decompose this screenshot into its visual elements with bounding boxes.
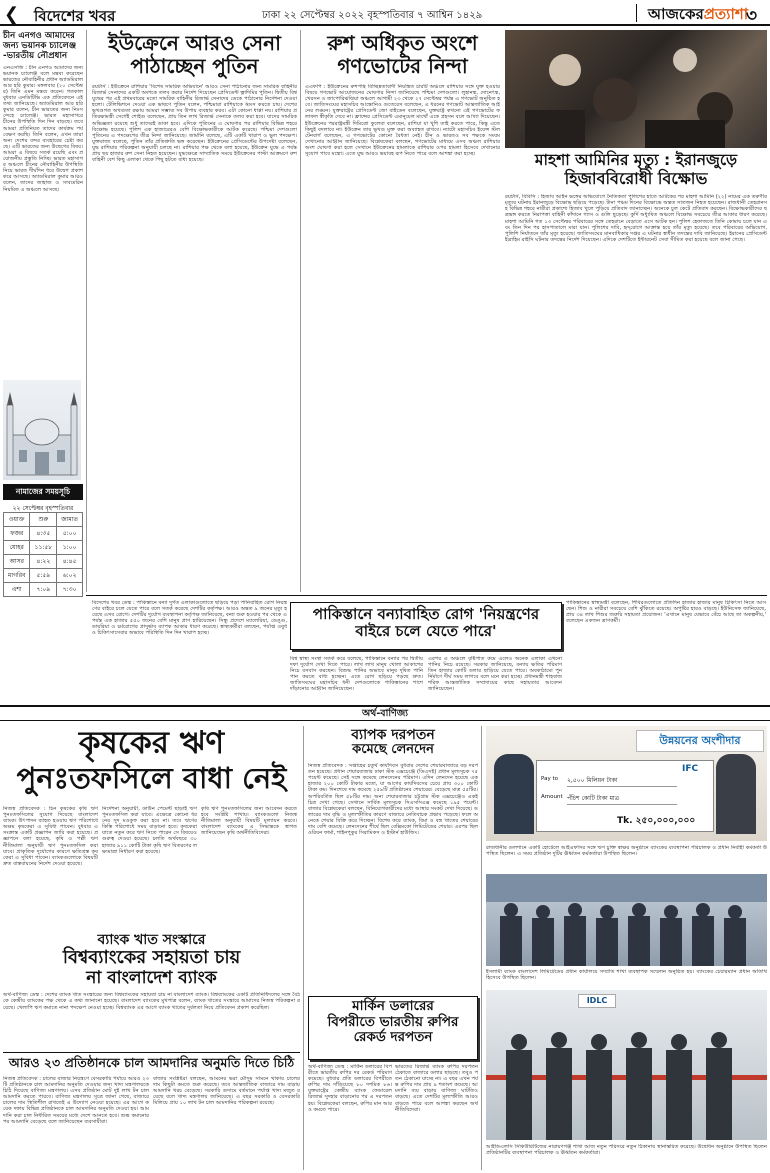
header-divider xyxy=(636,4,637,22)
column-rule xyxy=(481,726,482,1170)
prayer-cell: ১১:৫৮ xyxy=(30,541,57,555)
group-people-image xyxy=(486,874,767,966)
prayer-cell: শুরু xyxy=(30,513,57,527)
pakistan-headline-box xyxy=(290,602,562,650)
page-header xyxy=(0,0,770,26)
cheque-brand: IFC xyxy=(682,764,699,774)
prayer-cell: ৪:২২ xyxy=(30,555,57,569)
rupee-body-col2: ভারতের রিজার্ভ ব্যাংক রুপির দরপতন ঠেকাতে বাজারে ডলার ছাড়ছে। তবুও পতন ঠেকানো যাচ্ছে না। এ বছর এখন পর্যন্ত রুপির দাম প্রায় ৯ শতাংশ কমেছে। আমদানি ব্যয় বাড়ায় বাণিজ্য ঘাটতিও বাড়ছে। এতে দেশটির মূল্যস্ফীতি আরও বাড়তে পারে বলে আশঙ্কা করছেন অর্থনীতিবিদেরা। xyxy=(395,1064,478,1113)
transactions-body: নিজস্ব প্রতিবেদক : সপ্তাহের চতুর্থ কার্যদিবস বুধবার দেশের শেয়ারবাজারে বড় দরপতন হয়েছে। প্রধান শেয়ারবাজার ঢাকা স্টক এক্সচেঞ্জে (ডিএসই) প্রধান মূল্যসূচক ৭৫ পয়েন্ট কমেছে। সেই সঙ্গে কমেছে লেনদেনের পরিমাণ। এদিন লেনদেন হয়েছে এক হাজার ২০০ কোটি টাকার মতো, যা আগের কার্যদিবসের চেয়ে প্রায় ৩০০ কোটি টাকা কম। দিনশেষে দাম কমেছে ২৫৯টি প্রতিষ্ঠানের শেয়ারের। বেড়েছে মাত্র ৫৫টির। অপরিবর্তিত ছিল ৫৮টির দাম। অন্য শেয়ারবাজার চট্টগ্রাম স্টক এক্সচেঞ্জেও একই চিত্র দেখা গেছে। সেখানে সার্বিক মূল্যসূচক সিএসসিএক্স কমেছে ১৯৫ পয়েন্ট। বাজার বিশ্লেষকেরা বলছেন, বিনিয়োগকারীদের মধ্যে আস্থার সংকট দেখা দিয়েছে। ডলারের দাম বৃদ্ধি ও মূল্যস্ফীতির কারণে বাজারে নেতিবাচক প্রভাব পড়েছে। ফলে অনেকে শেয়ার বিক্রি করে দিচ্ছেন। বিশেষ করে ব্যাংক, বিমা ও বস্ত্র খাতের শেয়ারের দাম বেশি কমেছে। লেনদেনের শীর্ষে ছিল বেক্সিমকো লিমিটেডের শেয়ার। এরপর ছিল ওরিয়ন ফার্মা, শাইনপুকুর সিরামিকস ও ইস্টার্ন হাউজিং। xyxy=(308,763,478,837)
person-figure xyxy=(494,754,534,834)
person-figure xyxy=(716,754,756,834)
left-story-body: এনএসজি : চীন এনগও আমাদের জন্য ভয়ানক চ্যালেঞ্জ বলে মন্তব্য করেছেন ভারতের নৌবাহিনীর প্রধান অ্যাডমিরাল আর হরি কুমার। মঙ্গলবার (২০ সেপ্টেম্বর) তিনি এমন মন্তব্য করেন। গতকাল বুধবার এনডিটিভি এক প্রতিবেদনে এই তথ্য জানিয়েছে। অ্যাডমিরাল আর হরি কুমার বলেন, চীন ভারতের জন্য নিঃসন্দেহে চ্যালেঞ্জ। ভারত মহাসাগরে চীনের উপস্থিতি দিন দিন বাড়ছে। তবে আমরা প্রতিনিয়ত তাদের কার্যক্রম পর্যবেক্ষণ করছি। তিনি বলেন, এখন তারা অন্য দেশের বন্দর ব্যবহারের চেষ্টা করছে। এটি ভারতের জন্য উদ্বেগের বিষয়। আমরা এ বিষয়ে সতর্ক রয়েছি এবং প্রয়োজনীয় প্রস্তুতি নিচ্ছি। ভারত মহাসাগর অঞ্চলে চীনের নৌবাহিনীর উপস্থিতি নিয়ে ভারত দীর্ঘদিন ধরে উদ্বেগ প্রকাশ করে আসছে। অ্যাডমিরাল কুমার আরও বলেন, তাদের জাহাজ ও সাবমেরিন নিয়মিত এ অঞ্চলে আসছে। xyxy=(3,64,83,193)
prayer-times-table xyxy=(3,512,83,597)
cheque-payto-label: Pay to xyxy=(541,776,558,782)
pakistan-body-left: বিদেশের খবর ডেস্ক : পাকিস্তানে বন্যা দুর্গত এলাকাগুলোতে ছড়িয়ে পড়া পানিবাহিত রোগ নিয়ন্ত্রণের বাইরে চলে যেতে পারে বলে সতর্ক করেছে দেশটির কর্তৃপক্ষ। আরও অন্তত ৯ জনের মৃত্যু হয়েছে এসব রোগে। দেশটির দুর্যোগ ব্যবস্থাপনা কর্তৃপক্ষ জানিয়েছে, বন্যা শুরু হওয়ার পর থেকে এ পর্যন্ত এক হাজার ৫৫০ জনের বেশি মানুষ প্রাণ হারিয়েছেন। সিন্ধু প্রদেশে ম্যালেরিয়া, ডেঙ্গু, ডায়রিয়া ও চর্মরোগের প্রাদুর্ভাব ব্যাপক আকার ধারণ করেছে। স্বাস্থ্যকর্মীরা বলছেন, পর্যাপ্ত ওষুধ ও চিকিৎসাসেবার অভাবে পরিস্থিতি দিন দিন খারাপ হচ্ছে। xyxy=(92,600,287,637)
putin-body: রয়টার্স : ইউক্রেনে রাশিয়ার 'বিশেষ সামরিক অভিযানে' আরও সেনা পাঠানোর জন্য সামরিক বাহিনীর রিজার্ভ সেনাদের একটি অংশকে তলব করার নির্দেশ দিয়েছেন প্রেসিডেন্ট ভ্লাদিমির পুতিন। দ্বিতীয় বিশ্বযুদ্ধের পর এই প্রথমবারের মতো সামরিক বাহিনীর রিজার্ভ সেনাদের ডেকে পাঠানোর নির্দেশনা দেওয়া হলো। টেলিভিশনে দেওয়া এক ভাষণে পুতিন বলেন, পশ্চিমারা রাশিয়াকে ধ্বংস করতে চায়। দেশের ভূখণ্ডগত অখণ্ডতা রক্ষায় আমরা সম্ভাব্য সব উপায় ব্যবহার করব। এটা কোনো ধাপ্পা নয়। রাশিয়ার প্রতিরক্ষামন্ত্রী সের্গেই শোইগু বলেছেন, প্রায় তিন লাখ রিজার্ভ সেনাকে তলব করা হবে। যাদের সামরিক অভিজ্ঞতা রয়েছে শুধু তাদেরই ডাকা হবে। এদিকে পুতিনের এ ঘোষণার পর রাশিয়ার বিভিন্ন শহরে বিক্ষোভ হয়েছে। পুলিশ এক হাজারেরও বেশি বিক্ষোভকারীকে আটক করেছে। পশ্চিমা দেশগুলো পুতিনের এ পদক্ষেপের তীব্র নিন্দা জানিয়েছে। জার্মানি বলেছে, এটি একটি খারাপ ও ভুল পদক্ষেপ। যুক্তরাজ্য বলেছে, পুতিন তাঁর প্রতিশ্রুতি ভঙ্গ করেছেন। ইউক্রেনের প্রেসিডেন্টের উপদেষ্টা বলেছেন, যুদ্ধ রাশিয়ার পরিকল্পনা অনুযায়ী চলছে না। রাশিয়ার পক্ষ থেকে বলা হয়েছে, ইউক্রেন যুদ্ধে এ পর্যন্ত প্রায় ছয় হাজার রুশ সেনা নিহত হয়েছেন। যুদ্ধক্ষেত্রে সাম্প্রতিক সময়ে ইউক্রেনের পাল্টা আক্রমণে রুশ বাহিনী বেশ কিছু এলাকা থেকে পিছু হটতে বাধ্য হয়েছে। xyxy=(92,84,297,164)
ifc-photo xyxy=(486,726,767,841)
prayer-cell: ১:০০ xyxy=(57,541,83,555)
iran-headline-line1: মাহশা আমিনির মৃত্যু : ইরানজুড়ে xyxy=(534,151,738,169)
mosque-icon xyxy=(3,380,81,480)
prayer-times-title: নামাজের সময়সূচি xyxy=(3,484,83,500)
cheque-amount-figure: Tk. ২৫০,০০০,০০০ xyxy=(617,816,696,826)
rice-body-col2: বাজার সংশ্লিষ্টরা বলছেন, আমনের ভরা মৌসুম সামনে থাকায় চালের দাম কিছুটা কমতে শুরু করেছে। তবে আন্তর্জাতিক বাজারে দাম বাড়ায় আমদানি খরচ বেড়েছে। সরকারি গুদামে বর্তমানে পর্যাপ্ত খাদ্য মজুত রয়েছে বলে খাদ্য মন্ত্রণালয় জানিয়েছে। এ বছর সরকারি ও বেসরকারি মিলিয়ে প্রায় ১০ লাখ টন চাল আমদানির পরিকল্পনা রয়েছে। xyxy=(153,1076,300,1107)
prayer-row xyxy=(4,583,83,597)
prayer-cell: যোহর xyxy=(4,541,30,555)
pakistan-headline-line1: পাকিস্তানে বন্যাবাহিত রোগ 'নিয়ন্ত্রণের xyxy=(312,605,540,623)
loan-body-col2: নির্দেশনা অনুযায়ী, ডাউন পেমেন্ট ছাড়াই ঋণ পুনঃতফসিল করা যাবে। এক্ষেত্রে কোনো ধরনের সুদ মওকুফ করা হবে না। তবে ঋণের কিস্তি পরিশোধে সময় বাড়ানো হবে। কৃষকেরা যাতে নতুন করে ঋণ নিতে পারেন সে বিষয়েও গুরুত্ব দেওয়া হয়েছে। চলতি অর্থবছরে ৩০ হাজার ৯১১ কোটি টাকা কৃষি ঋণ বিতরণের লক্ষ্যমাত্রা নির্ধারণ করা হয়েছে। xyxy=(102,806,197,855)
idlc-logo: IDLC xyxy=(578,994,616,1008)
iran-headline-line2: হিজাববিরোধী বিক্ষোভ xyxy=(564,168,708,188)
prayer-cell: ৪:৪৫ xyxy=(57,555,83,569)
prayer-cell: আসর xyxy=(4,555,30,569)
mosque-illustration xyxy=(3,380,81,480)
development-partner-banner: উন্নয়নের অংশীদার xyxy=(636,730,764,752)
rupee-body-col1: অর্থ-বাণিজ্য ডেস্ক : মার্কিন ডলারের বিপরীতে ভারতীয় রুপির দর রেকর্ড পরিমাণ কমেছে। বুধবার প্রতি ডলারের বিপরীতে রুপির দাম দাঁড়িয়েছে ৮০ দশমিক ৮৬। যুক্তরাষ্ট্রের কেন্দ্রীয় ব্যাংক ফেডারেল রিজার্ভ সুদহার বাড়ানোর পর এ দরপতন হয়। বিশ্লেষকেরা বলছেন, রুপির মান আরও কমতে পারে। xyxy=(308,1064,392,1113)
worldbank-headline-line1: ব্যাংক খাত সংস্কারে xyxy=(97,932,206,948)
rice-headline: আরও ২৩ প্রতিষ্ঠানকে চাল আমদানির অনুমতি দিতে চিঠি xyxy=(8,1055,295,1070)
referendum-headline-line1: রুশ অধিকৃত অংশে xyxy=(327,31,478,55)
page-number: ৩ xyxy=(746,6,758,26)
ifc-caption: রাজধানীর গুলশানে একটি হোটেলে আইএফসির সঙ্গে ঋণ চুক্তি স্বাক্ষর অনুষ্ঠানে ব্যাংকের ব্যবস্থাপনা পরিচালক ও প্রধান নির্বাহী কর্মকর্তা উপস্থিত ছিলেন। এ সময় প্রতিষ্ঠান দুটির ঊর্ধ্বতন কর্মকর্তারা উপস্থিত ছিলেন। xyxy=(486,845,767,858)
column-rule xyxy=(303,726,304,1170)
rupee-headline-box xyxy=(308,996,478,1060)
section-title: বিদেশের খবর xyxy=(34,7,116,25)
cheque-amount-words: পঁচিশ কোটি টাকা মাত্র xyxy=(567,793,677,805)
rupee-headline-line2: বিপরীতে ভারতীয় রুপির xyxy=(327,1013,459,1030)
cheque-payee-value: ২,৫০০ মিলিয়ন টাকা xyxy=(567,775,677,787)
worldbank-headline-line2: বিশ্বব্যাংকের সহায়তা চায় xyxy=(62,947,241,969)
prayer-date: ২২ সেপ্টেম্বর বৃহস্পতিবার xyxy=(12,505,74,512)
group-photo xyxy=(486,874,767,966)
left-story-headline: চীন এনগও আমাদের জন্য ভয়ানক চ্যালেঞ্জ -ভারতীয় নৌপ্রধান xyxy=(3,31,77,61)
pakistan-headline-line2: বাইরে চলে যেতে পারে' xyxy=(355,622,497,641)
pakistan-body-mid: বিশ্ব স্বাস্থ্য সংস্থা সতর্ক করে বলেছে, পাকিস্তানে বন্যার পর দ্বিতীয় দফা দুর্যোগ দেখা দিতে পারে। লাখ লাখ মানুষ খোলা আকাশের নিচে বসবাস করছেন। বিশুদ্ধ পানির অভাবে মানুষ দূষিত পানি পান করতে বাধ্য হচ্ছেন। এতে রোগ ছড়িয়ে পড়ছে দ্রুত। জাতিসংঘের মহাসচিব ধনী দেশগুলোকে পাকিস্তানের পাশে দাঁড়ানোর আহ্বান জানিয়েছেন। xyxy=(290,656,423,693)
ifc-cheque xyxy=(536,760,714,832)
left-column xyxy=(3,32,83,333)
loan-story xyxy=(3,726,300,795)
idlc-caption: আইডিএলসি সিকিউরিটিজের নারায়ণগঞ্জ শাখা আজ নতুন পরিসরে নতুন ঠিকানায় স্থানান্তরিত করেছে। উদ্বোধন অনুষ্ঠানে উপস্থিত ছিলেন প্রতিষ্ঠানটির ব্যবস্থাপনা পরিচালক ও ঊর্ধ্বতন কর্মকর্তারা। xyxy=(486,1144,767,1157)
column-rule xyxy=(86,30,87,592)
worldbank-headline-line3: না বাংলাদেশ ব্যাংক xyxy=(86,967,217,988)
putin-story xyxy=(92,32,297,612)
loan-headline-line1: কৃষকের ঋণ xyxy=(78,725,225,761)
putin-headline-line2: পাঠাচ্ছেন পুতিন xyxy=(130,54,259,78)
iran-protest-photo xyxy=(505,30,767,148)
economy-section-bar xyxy=(0,705,770,721)
rice-story xyxy=(3,1056,300,1070)
worldbank-body: অর্থ-বাণিজ্য ডেস্ক : দেশের ব্যাংক খাত সংস্কারের জন্য বিশ্বব্যাংকের সহায়তা চায় না বাংলাদেশ ব্যাংক। বিশ্বব্যাংকের একটি প্রতিনিধিদলের সঙ্গে বৈঠকে কেন্দ্রীয় ব্যাংকের পক্ষ থেকে এ কথা জানানো হয়েছে। বাংলাদেশ ব্যাংকের মুখপাত্র বলেন, ব্যাংক খাতের সংস্কারে আমাদের নিজস্ব পরিকল্পনা রয়েছে। খেলাপি ঋণ কমাতে নানা পদক্ষেপ নেওয়া হচ্ছে। বিশ্বব্যাংক এর আগে ব্যাংক খাতের দুর্বলতা নিয়ে প্রতিবেদন প্রকাশ করেছিল। xyxy=(3,992,300,1011)
economy-section-title: অর্থ-বাণিজ্য xyxy=(361,708,409,719)
cheque-amount-label: Amount xyxy=(541,794,563,800)
worldbank-story xyxy=(3,932,300,1040)
prayer-row xyxy=(4,513,83,527)
rice-body-col1: নিজস্ব প্রতিবেদক : চালের বাজার নিয়ন্ত্রণে বেসরকারি পর্যায়ে আরও ২৩টি প্রতিষ্ঠানকে চাল আমদানির অনুমতি দেওয়ার জন্য খাদ্য মন্ত্রণালয়কে চিঠি দিয়েছে বাণিজ্য মন্ত্রণালয়। এসব প্রতিষ্ঠান মোট দুই লাখ টন চাল আমদানি করতে পারবে। বাণিজ্য মন্ত্রণালয় সূত্রে জানা গেছে, বাজারে চালের দাম স্থিতিশীল রাখতেই এ উদ্যোগ নেওয়া হয়েছে। এর আগে কয়েক দফায় বিভিন্ন প্রতিষ্ঠানকে চাল আমদানির অনুমতি দেওয়া হয়। আমদানি করা চাল নির্ধারিত সময়ের মধ্যে দেশে আনতে হবে। শুল্ক কমানোর পর আমদানি বেড়েছে বলে জানিয়েছেন ব্যবসায়ীরা। xyxy=(3,1076,149,1125)
prayer-row xyxy=(4,541,83,555)
section-rule xyxy=(86,595,767,596)
prayer-cell: ৬:০২ xyxy=(57,569,83,583)
pakistan-body-right: পাকিস্তানের স্বাস্থ্যমন্ত্রী বলেছেন, শিবিরগুলোতে প্রতিদিন হাজার হাজার মানুষ চিকিৎসা নিতে আসছেন। শিশু ও নারীরা সবচেয়ে বেশি ঝুঁকিতে রয়েছে। অপুষ্টির হারও বাড়ছে। ইউনিসেফ জানিয়েছে, প্রায় ৩৪ লাখ শিশুর জরুরি সহায়তা প্রয়োজন। 'এখানে মানুষ যেভাবে বেঁচে আছে তা অকল্পনীয়,' বলেছেন একজন ত্রাণকর্মী। xyxy=(566,600,766,625)
masthead xyxy=(648,3,748,28)
dateline: ঢাকা ২২ সেপ্টেম্বর ২০২২ বৃহস্পতিবার ৭ আশ্বিন ১৪২৯ xyxy=(262,10,483,21)
prayer-cell: ৫:০০ xyxy=(57,527,83,541)
rupee-headline-line3: রেকর্ড দরপতন xyxy=(353,1029,433,1046)
section-rule xyxy=(3,1052,300,1053)
referendum-story xyxy=(305,32,500,612)
prayer-row xyxy=(4,527,83,541)
transactions-headline-line2: কমেছে লেনদেন xyxy=(352,742,434,758)
rupee-headline-line1: মার্কিন ডলারের xyxy=(352,998,434,1014)
prayer-cell: ফজর xyxy=(4,527,30,541)
iran-story xyxy=(505,152,767,564)
pakistan-body-mid2: এরপর এ অঞ্চলে বৃষ্টিপাত কমে এলেও অনেক এলাকা এখনো পানির নিচে রয়েছে। সরকার জানিয়েছে, বন্যায় ক্ষতির পরিমাণ তিন হাজার কোটি ডলার ছাড়িয়ে যেতে পারে। অবকাঠামো পুনর্নির্মাণে দীর্ঘ সময় লাগবে বলে মনে করা হচ্ছে। প্রধানমন্ত্রী শাহবাজ শরিফ আন্তর্জাতিক সম্প্রদায়ের কাছে সহায়তার আবেদন জানিয়েছেন। xyxy=(428,656,562,693)
prayer-cell: ৭:০৯ xyxy=(30,583,57,597)
transactions-story xyxy=(308,727,478,978)
referendum-headline-line2: গণভোটের নিন্দা xyxy=(337,54,468,78)
prayer-cell: ৭:৩০ xyxy=(57,583,83,597)
putin-headline-line1: ইউক্রেনে আরও সেনা xyxy=(108,31,281,55)
idlc-photo xyxy=(486,990,767,1140)
prayer-row xyxy=(4,555,83,569)
loan-body-col3: কৃষি ঋণ পুনঃতফসিলের জন্য আবেদন করতে হবে সংশ্লিষ্ট শাখায়। ব্যাংকগুলো নিজস্ব নীতিমালা অনুযায়ী বিষয়টি মূল্যায়ন করবে। বাংলাদেশ ব্যাংকের এ সিদ্ধান্তকে স্বাগত জানিয়েছেন কৃষি অর্থনীতিবিদেরা। xyxy=(201,806,297,837)
protest-crowd-image xyxy=(505,30,767,148)
prayer-cell: ওয়াক্ত xyxy=(4,513,30,527)
masthead-part2: প্রত্যাশা xyxy=(703,5,749,23)
transactions-headline-line1: ব্যাপক দরপতন xyxy=(351,727,435,743)
ribbon-cutting-image xyxy=(486,990,767,1140)
prayer-cell: ৫:৫৯ xyxy=(30,569,57,583)
referendum-body: এএফপি : ইউক্রেনের রুশপন্থি বিচ্ছিন্নতাবাদী নিয়ন্ত্রিত চারটি অঞ্চলে রাশিয়ার সঙ্গে যুক্ত হওয়ার বিষয়ে গণভোট আয়োজনের ঘোষণার নিন্দা জানিয়েছে পশ্চিমা দেশগুলো। লুহানস্ক, দোনেৎস্ক, খেরসন ও জাপোরিঝঝিয়া অঞ্চলে আগামী ২৩ থেকে ২৭ সেপ্টেম্বর পর্যন্ত এ গণভোট অনুষ্ঠিত হবে। জাতিসংঘের মহাসচিব আন্তোনিও গুতেরেস বলেছেন, এ ধরনের গণভোট আন্তর্জাতিক আইনের লঙ্ঘন। যুক্তরাষ্ট্রের প্রেসিডেন্ট জো বাইডেন বলেছেন, যুক্তরাষ্ট্র কখনো এই গণভোটের ফলাফল স্বীকৃতি দেবে না। ফ্রান্সের প্রেসিডেন্ট এমানুয়েল মাখোঁ একে প্রহসন বলে আখ্যা দিয়েছেন। ইউক্রেনের পররাষ্ট্রমন্ত্রী দিমিত্রো কুলেবা বলেছেন, রাশিয়া যা খুশি তাই করতে পারে, কিন্তু এতে কিছুই বদলাবে না। ইউক্রেন তার ভূখণ্ড মুক্ত করা অব্যাহত রাখবে। ন্যাটো মহাসচিব ইয়েন্স স্টলটেনবার্গ বলেছেন, এ গণভোটের কোনো বৈধতা নেই। চীন ও ভারতও সব পক্ষকে সংযম দেখানোর আহ্বান জানিয়েছে। বিশ্লেষকেরা বলছেন, গণভোটের মাধ্যমে এসব অঞ্চল রাশিয়ার অংশ ঘোষণা করা হলে সেখানে ইউক্রেনের হামলাকে রাশিয়ার ওপর হামলা হিসেবে দেখানোর সুযোগ পাবে মস্কো। এতে যুদ্ধ আরও ভয়াবহ রূপ নিতে পারে বলে আশঙ্কা করা হচ্ছে। xyxy=(305,84,500,158)
prayer-cell: ৪:৩৫ xyxy=(30,527,57,541)
loan-body-col1: নিজস্ব প্রতিবেদক : চিন কৃষকের কৃষি ঋণ পুনঃতফসিলের সুযোগ দিয়েছে বাংলাদেশ ব্যাংক। উৎপাদন ব্যাহত হওয়ায় ঋণ পরিশোধে অক্ষম কৃষকেরা এ সুবিধা পাবেন। বুধবার এ সংক্রান্ত একটি প্রজ্ঞাপন জারি করা হয়েছে। প্রজ্ঞাপনে বলা হয়েছে, কৃষি ও পল্লী ঋণ নীতিমালা অনুযায়ী ঋণ পুনঃতফসিল করা যাবে। প্রাকৃতিক দুর্যোগের কারণে ক্ষতিগ্রস্ত কৃষকেরা এ সুবিধা পাবেন। ব্যাংকগুলোকে বিষয়টি দ্রুত বাস্তবায়নের নির্দেশ দেওয়া হয়েছে। xyxy=(3,806,98,867)
masthead-part1: আজকের xyxy=(648,5,704,23)
prayer-row xyxy=(4,569,83,583)
iran-body: রয়টার্স, বিবিসি : হিজাব আইন ভঙ্গের অভিযোগে নৈতিকতা পুলিশের হাতে আটকের পর মাহশা আমিনি (২২) নামের এক তরুণীর মৃত্যুর ঘটনায় ইরানজুড়ে বিক্ষোভ ছড়িয়ে পড়েছে। টানা পঞ্চম দিনের বিক্ষোভে অন্তত সাতজন নিহত হয়েছেন। রাজধানী তেহরানসহ বিভিন্ন শহরে নারীরা প্রকাশ্যে হিজাব খুলে পুড়িয়ে প্রতিবাদ জানাচ্ছেন। অনেকে চুল কেটে প্রতিবাদ করছেন। বিক্ষোভকারীদের ছত্রভঙ্গ করতে নিরাপত্তা বাহিনী কাঁদানে গ্যাস ও গুলি ছুড়েছে। কুর্দি অধ্যুষিত অঞ্চলে বিক্ষোভ সবচেয়ে তীব্র আকার ধারণ করেছে। মাহশা আমিনি গত ১৩ সেপ্টেম্বর পরিবারের সঙ্গে তেহরানে বেড়াতে এসে আটক হন। পুলিশ হেফাজতে তিনি কোমায় চলে যান এবং তিন দিন পর হাসপাতালে মারা যান। পুলিশের দাবি, হৃদ্‌রোগে আক্রান্ত হয়ে তাঁর মৃত্যু হয়েছে। তবে পরিবারের অভিযোগ, পুলিশি নির্যাতনে তাঁর মৃত্যু হয়েছে। জাতিসংঘের মানবাধিকার দপ্তর এ ঘটনার স্বাধীন তদন্তের দাবি জানিয়েছে। ইরানের প্রেসিডেন্ট ইব্রাহিম রাইসি ঘটনার তদন্তের নির্দেশ দিয়েছেন। এদিকে দেশটিতে ইন্টারনেট সেবা সীমিত করা হয়েছে বলে জানা গেছে। xyxy=(505,194,767,243)
header-bracket-icon: ❮ xyxy=(4,4,20,25)
column-rule xyxy=(300,30,301,592)
prayer-cell: জামাত xyxy=(57,513,83,527)
group-photo-caption: ইসলামী ব্যাংক বাংলাদেশ লিমিটেডের প্রধান কার্যালয়ে সম্প্রতি শাখা ব্যবস্থাপক সম্মেলন অনুষ্ঠিত হয়। ব্যাংকের চেয়ারম্যান প্রধান অতিথি হিসেবে উপস্থিত ছিলেন। xyxy=(486,969,767,982)
loan-headline-line2: পুনঃতফসিলে বাধা নেই xyxy=(16,760,287,795)
prayer-cell: এশা xyxy=(4,583,30,597)
prayer-cell: মাগরিব xyxy=(4,569,30,583)
